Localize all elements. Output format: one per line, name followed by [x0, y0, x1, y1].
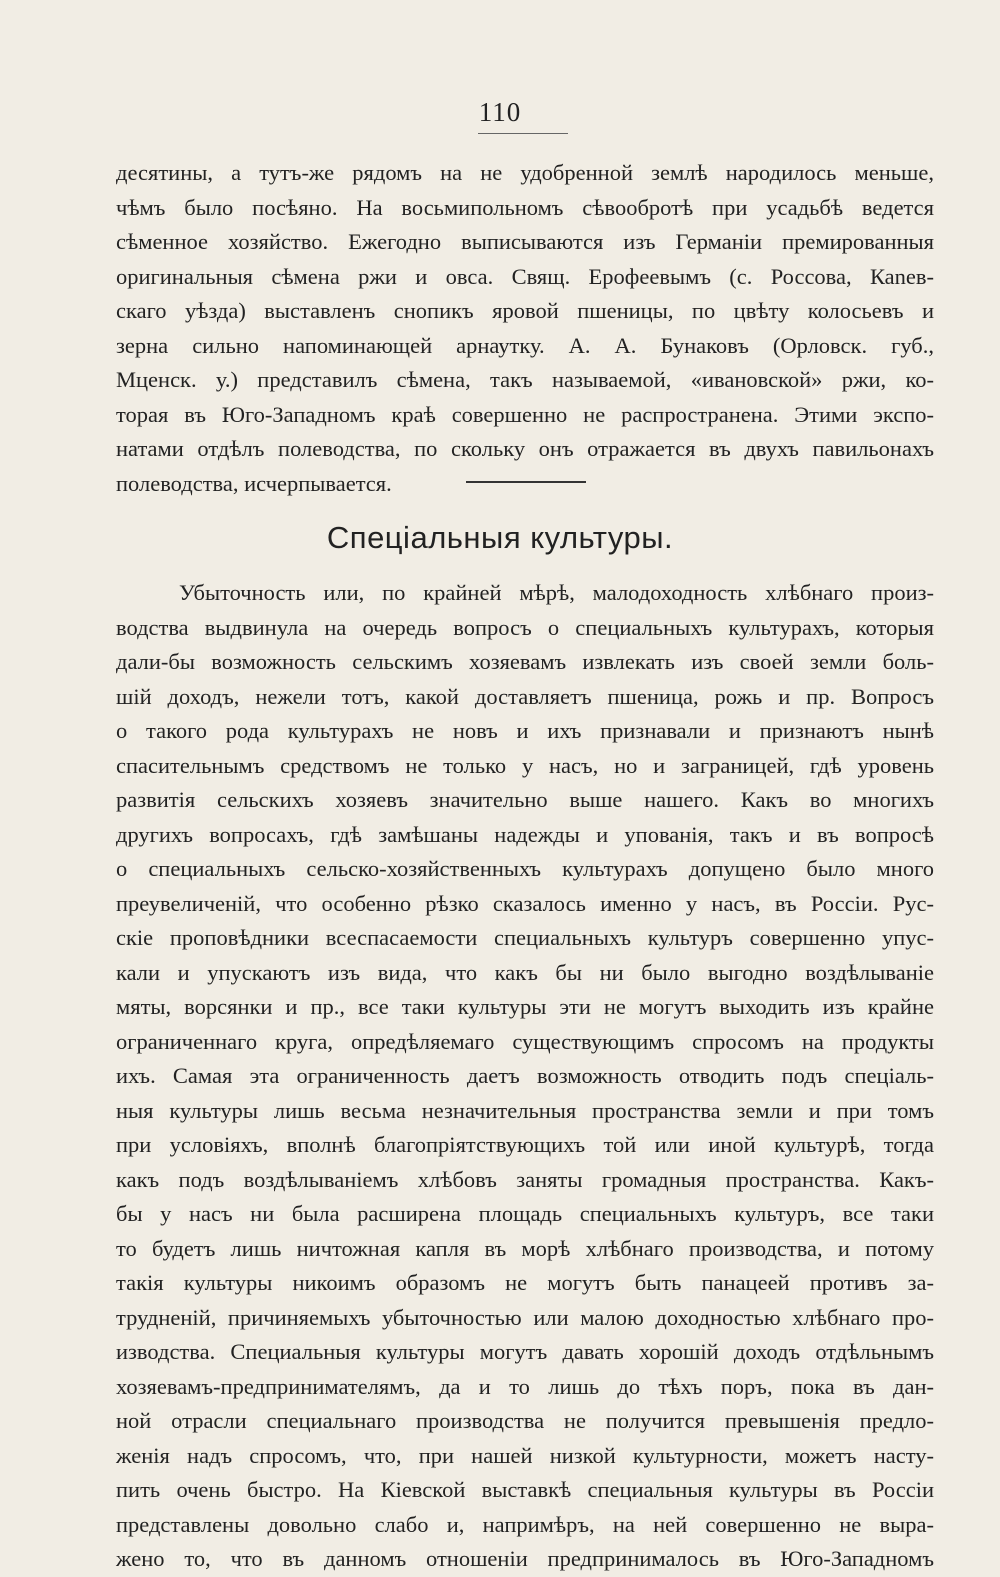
- text-line: оригинальныя сѣмена ржи и овса. Свящ. Ерофеевымъ (с. Россова, Каnев-: [116, 263, 934, 289]
- text-line: изводства. Специальныя культуры могутъ давать хорошій доходъ отдѣльнымъ: [116, 1339, 934, 1364]
- text-line: торая въ Юго-Западномъ краѣ совершенно не распространена. Этими экспо-: [116, 401, 934, 427]
- text-line: пить очень быстро. На Кіевской выставкѣ специальныя культуры въ Россіи: [116, 1477, 934, 1502]
- text-line: сѣменное хозяйство. Ежегодно выписываются изъ Германіи премированныя: [116, 229, 934, 254]
- page-number: 110: [478, 97, 522, 127]
- text-line: о специальныхъ сельско-хозяйственныхъ культурахъ допущено было много: [116, 856, 934, 881]
- section-title: Спеціальныя культуры.: [326, 520, 674, 555]
- text-line: шій доходъ, нежели тотъ, какой доставляетъ пшеница, рожь и пр. Вопросъ: [116, 683, 934, 709]
- text-line: ограниченнаго круга, опредѣляемаго существующимъ спросомъ на продукты: [116, 1028, 934, 1054]
- page-number-rule: [478, 133, 568, 134]
- paragraph-continued: [116, 156, 934, 501]
- text-line: скіе проповѣдники всеспасаемости специальныхъ культуръ совершенно упус-: [116, 925, 934, 950]
- text-line: водства выдвинула на очередь вопросъ о специальныхъ культурахъ, которыя: [116, 614, 934, 640]
- text-line: ихъ. Самая эта ограниченность даетъ возможность отводить подъ спеціаль-: [116, 1063, 934, 1088]
- text-line: ныя культуры лишь весьма незначительныя пространства земли и при томъ: [116, 1097, 934, 1123]
- text-line: представлены довольно слабо и, напримѣръ, на ней совершенно не выра-: [116, 1511, 934, 1537]
- text-line: развитія сельскихъ хозяевъ значительно выше нашего. Какъ во многихъ: [116, 787, 934, 812]
- text-line: то будетъ лишь ничтожная капля въ морѣ хлѣбнаго производства, и потому: [116, 1235, 934, 1261]
- text-line: Убыточность или, по крайней мѣрѣ, малодоходность хлѣбнаго произ-: [179, 580, 934, 605]
- text-line: женія надъ спросомъ, что, при нашей низкой культурности, можетъ насту-: [116, 1442, 934, 1468]
- text-line: полеводства, исчерпывается.: [116, 470, 392, 496]
- text-line: трудненій, причиняемыхъ убыточностью или малою доходностью хлѣбнаго про-: [116, 1304, 934, 1330]
- text-line: дали-бы возможность сельскимъ хозяевамъ извлекать изъ своей земли боль-: [116, 649, 934, 674]
- text-line: какъ подъ воздѣлываніемъ хлѣбовъ заняты громадныя пространства. Какъ-: [116, 1166, 934, 1192]
- text-line: зерна сильно напоминающей арнаутку. А. А. Бунаковъ (Орловск. губ.,: [116, 332, 934, 358]
- text-line: спасительнымъ средствомъ не только у насъ, но и заграницей, гдѣ уровень: [116, 752, 934, 778]
- text-line: бы у насъ ни была расширена площадь специальныхъ культуръ, все таки: [116, 1201, 934, 1226]
- text-line: ной отрасли специальнаго производства не получится превышенія предло-: [116, 1408, 934, 1433]
- paragraph-special-crops: [116, 576, 934, 1577]
- text-line: скаго уѣзда) выставленъ снопикъ яровой пшеницы, по цвѣту колосьевъ и: [116, 298, 934, 323]
- section-divider: [466, 481, 586, 483]
- text-line: преувеличеній, что особенно рѣзко сказалось именно у насъ, въ Россіи. Рус-: [116, 890, 934, 916]
- text-line: кали и упускаютъ изъ вида, что какъ бы ни было выгодно воздѣлываніе: [116, 959, 934, 985]
- text-line: о такого рода культурахъ не новъ и ихъ признавали и признаютъ нынѣ: [116, 718, 934, 743]
- text-line: такія культуры никоимъ образомъ не могутъ быть панацеей противъ за-: [116, 1270, 934, 1295]
- text-line: натами отдѣлъ полеводства, по скольку онъ отражается въ двухъ павильонахъ: [116, 436, 934, 461]
- text-line: другихъ вопросахъ, гдѣ замѣшаны надежды и упованія, такъ и въ вопросѣ: [116, 821, 934, 847]
- text-line: Мценск. у.) представилъ сѣмена, такъ называемой, «ивановской» ржи, ко-: [116, 367, 934, 392]
- text-line: жено то, что въ данномъ отношеніи предпринималось въ Юго-Западномъ: [116, 1546, 934, 1571]
- text-line: десятины, а тутъ-же рядомъ на не удобренной землѣ народилось меньше,: [116, 160, 934, 185]
- text-line: чѣмъ было посѣяно. На восьмипольномъ сѣвообротѣ при усадьбѣ ведется: [116, 194, 934, 220]
- text-line: при условіяхъ, вполнѣ благопріятствующихъ той или иной культурѣ, тогда: [116, 1132, 934, 1157]
- text-line: хозяевамъ-предпринимателямъ, да и то лишь до тѣхъ поръ, пока въ дан-: [116, 1373, 934, 1399]
- text-line: мяты, ворсянки и пр., все таки культуры эти не могутъ выходить изъ крайне: [116, 994, 934, 1019]
